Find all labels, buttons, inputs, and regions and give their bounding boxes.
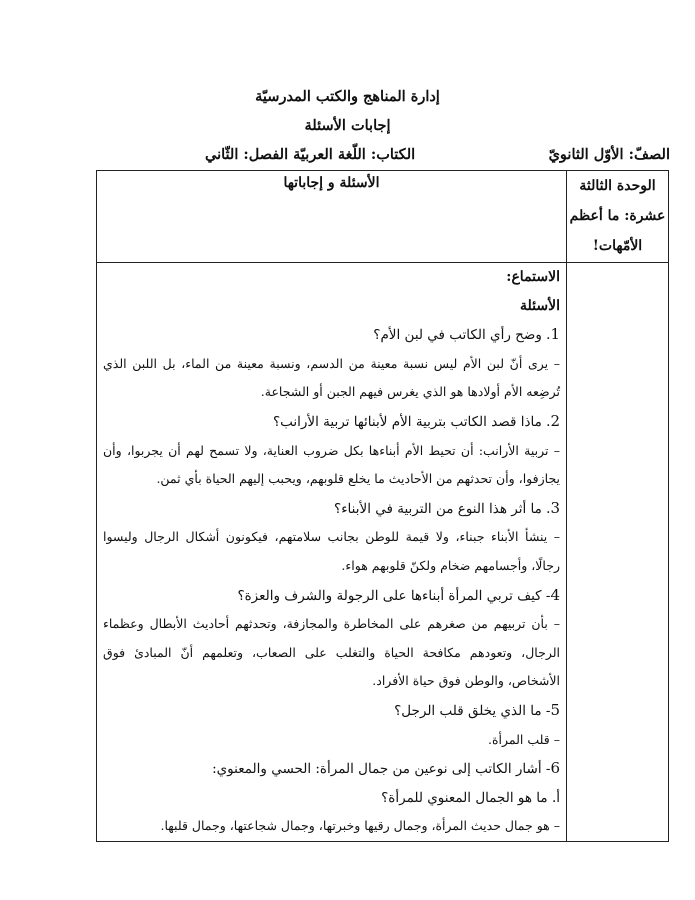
answer-text: – تربية الأرانب: أن تحيط الأم أبناءها بكل ضروب العناية، ولا تسمح لهم أن يجربوا، وأن يجازفوا، وأن تحدثهم من الأحاديث ما يخلع قلوبهم، ويحبب إليهم الحياة بأي ثمن. [103,442,560,487]
qa-list [103,320,560,841]
question-text: . ما أثر هذا النوع من التربية في الأبناء؟ [334,500,551,517]
page-title: إدارة المناهج والكتب المدرسيّة [255,88,440,105]
unit-label-line: عشرة: ما أعظم [569,208,666,224]
question-text: - كيف تربي المرأة أبناءها على الرجولة والشرف والعزة؟ [237,587,551,604]
question-text: . وضح رأي الكاتب في لبن الأم؟ [373,327,551,344]
question-number: 3 [550,498,560,517]
answer-text: – ينشأ الأبناء جبناء، ولا قيمة للوطن بجانب سلامتهم، فيكونون أشكال الرجال وليسوا رجالًا، وأجسامهم ضخام ولكنّ قلوبهم هواء. [103,529,560,573]
content-cell [97,263,567,842]
answer-item [103,610,560,696]
question-item [103,784,560,813]
answer-text: – بأن تربيهم من صغرهم على المخاطرة والمجازفة، وتحدثهم أحاديث الأبطال وعظماء الرجال، وتعودهم مكافحة الحياة والتغلب على الصعاب، وتعلمهم أنّ المبادئ فوق الأشخاص، والوطن فوق حياة الأفراد. [103,616,560,689]
page-subtitle: إجابات الأسئلة [304,117,391,134]
question-item [103,494,560,524]
book-label: الكتاب: اللّغة العربيّة الفصل: الثّاني [205,146,416,163]
unit-label-line: الوحدة الثالثة [579,178,656,194]
unit-label-line: الأمّهات! [592,238,643,254]
question-item [103,407,560,437]
subsection-title: الأسئلة [520,297,560,314]
question-number: 6 [550,759,560,778]
question-item [103,320,560,350]
qa-header: الأسئلة و إجاباتها [97,171,567,263]
question-item [103,696,560,726]
question-number: 4 [550,585,560,604]
content-body [103,263,560,841]
qa-table [96,170,669,842]
answer-text: – قلب المرأة. [488,731,560,747]
unit-empty-cell [567,263,669,842]
answer-item [103,437,560,494]
answer-item [103,726,560,755]
question-text: أ. ما هو الجمال المعنوي للمرأة؟ [381,789,560,806]
unit-cell [567,171,669,263]
section-title: الاستماع: [506,269,560,285]
answer-text: – يرى أنّ لبن الأم ليس نسبة معينة من الدسم، ونسبة معينة من الماء، بل اللبن الذي تُرضِعه الأم أولادها هو الذي يغرس فيهم الجبن أو الشجاعة. [103,355,560,400]
answer-item [103,812,560,841]
question-item [103,754,560,784]
answer-text: – هو جمال حديث المرأة، وجمال رقيها وخبرتها، وجمال شجاعتها، وجمال قلبها. [160,818,560,834]
answer-item [103,350,560,407]
grade-label: الصفّ: الأوّل الثانويّ [548,146,670,163]
question-number: 5 [550,700,560,719]
answer-item [103,523,560,580]
question-text: - ما الذي يخلق قلب الرجل؟ [394,702,551,719]
question-number: 2 [550,411,560,430]
question-text: - أشار الكاتب إلى نوعين من جمال المرأة: الحسي والمعنوي: [212,761,551,778]
question-text: . ماذا قصد الكاتب بتربية الأم لأبنائها تربية الأرانب؟ [272,413,551,430]
question-item [103,581,560,611]
question-number: 1 [550,325,560,344]
